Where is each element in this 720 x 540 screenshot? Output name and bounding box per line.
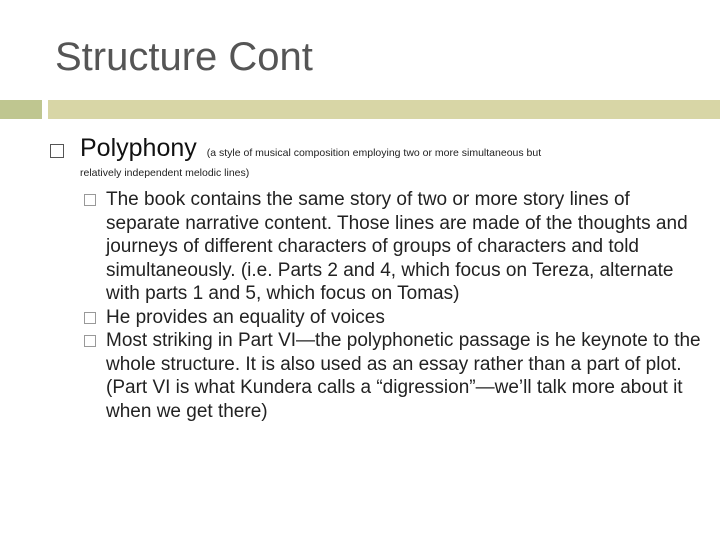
slide-title: Structure Cont: [55, 35, 313, 79]
sub-bullet-item: [84, 188, 704, 306]
sub-bullet-text: The book contains the same story of two or more story lines of separate narrative content. Those lines are made of the thoughts and journeys of different characters of groups of characters and told simultaneously. (i.e. Parts 2 and 4, which focus on Tereza, alternate with parts 1 and 5, which focus on Tomas): [106, 189, 688, 304]
main-bullet-line: [80, 134, 541, 163]
sub-bullet-list: [84, 188, 704, 423]
hollow-square-bullet-icon: [84, 335, 96, 347]
accent-bar-block: [0, 100, 42, 119]
hollow-square-bullet-icon: [84, 312, 96, 324]
main-bullet-term: Polyphony: [80, 134, 197, 162]
accent-bar-line: [48, 100, 720, 119]
main-bullet-definition-line2: relatively independent melodic lines): [80, 167, 250, 179]
sub-bullet-item: [84, 306, 704, 330]
hollow-square-bullet-icon: [50, 144, 64, 158]
sub-bullet-item: [84, 329, 704, 423]
sub-bullet-text: He provides an equality of voices: [106, 306, 385, 328]
sub-bullet-text: Most striking in Part VI—the polyphonetic passage is he keynote to the whole structure. It is also used as an essay rather than a part of plot. (Part VI is what Kundera calls a “digression”—we’ll talk more about it when we get there): [106, 330, 701, 422]
hollow-square-bullet-icon: [84, 194, 96, 206]
main-bullet-definition-line1: (a style of musical composition employing two or more simultaneous but: [206, 147, 542, 159]
